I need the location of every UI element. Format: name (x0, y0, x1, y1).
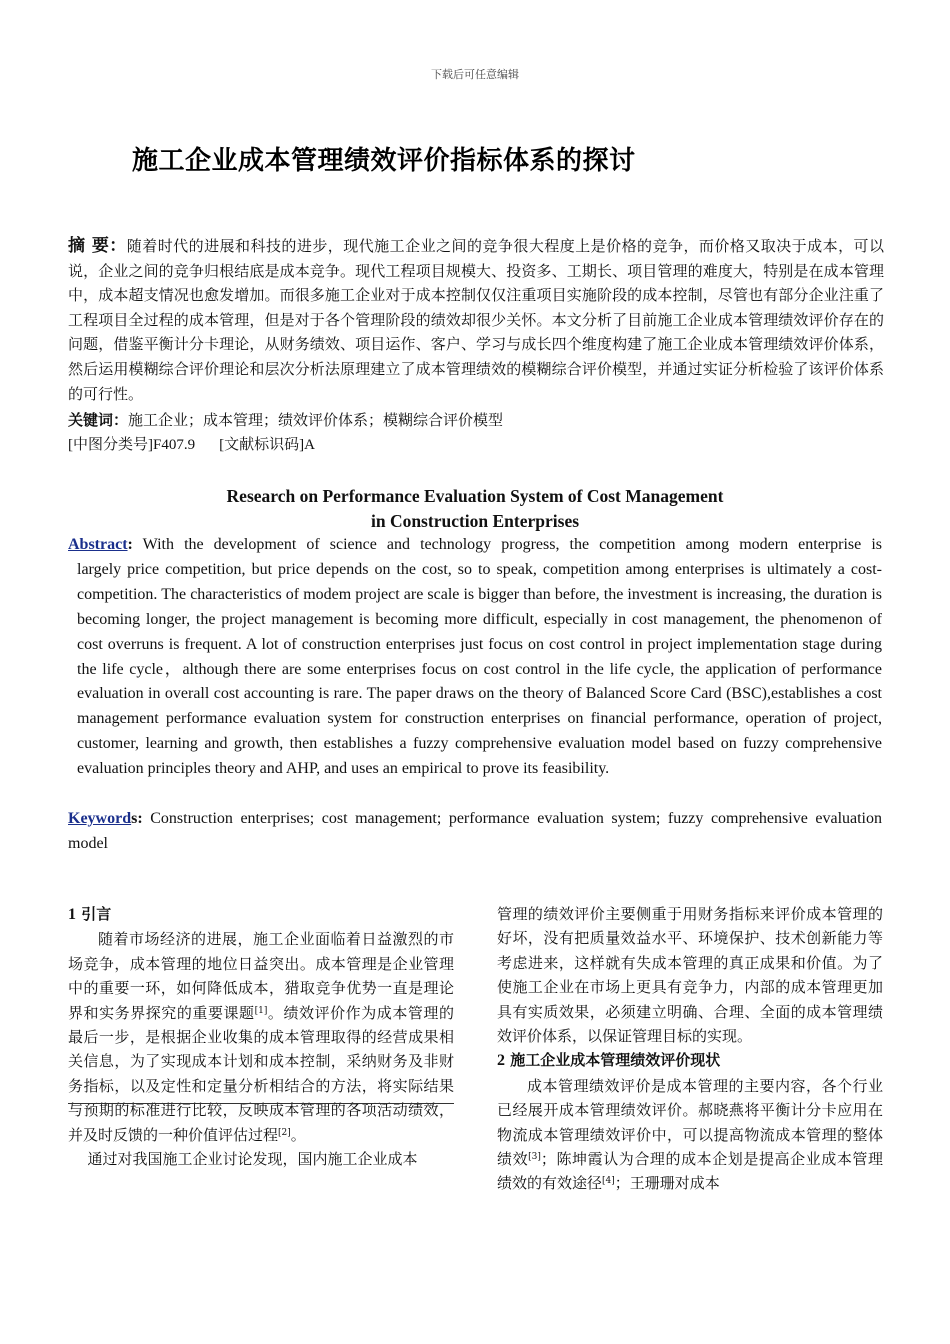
clc-number: [中图分类号]F407.9 (68, 437, 196, 453)
section-1-title: 引言 (76, 905, 112, 923)
chinese-keywords-text: 施工企业；成本管理；绩效评价体系；模糊综合评价模型 (128, 411, 504, 429)
paragraph-text: 成本管理绩效评价是成本管理的主要内容，各个行业已经展开成本管理绩效评价。郝晓燕将平衡计分卡应用在物流成本管理绩效评价中，可以提高物流成本管理的整体绩效 (497, 1076, 883, 1169)
keywords-link[interactable]: Keyword (68, 810, 132, 827)
english-abstract-first-line: With the development of science and technology progress, the competition among modern enterprise is (132, 536, 882, 553)
chinese-keywords (68, 408, 503, 432)
page-header-note: 下载后可任意编辑 (431, 68, 519, 81)
citation-4[interactable]: [4] (602, 1176, 615, 1187)
english-abstract-body: largely price competition, but price depends on the cost, so to speak, competition among enterprises is ultimately a cost-competition. The characteristics of modem project are scale is bigger than before, the investment is increasing, the duration is becoming longer, the project management is becoming more difficult, especially in cost management, the phenomenon of cost overruns is frequent. A lot of construction enterprises just focus on cost control in project implementation stage during the life cycle，although there are some enterprises focus on cost control in the life cycle, the application of performance evaluation in overall cost accounting is rare. The paper draws on the theory of Balanced Score Card (BSC),establishes a cost management performance evaluation system for construction enterprises on financial performance, operation of project, customer, learning and growth, then establishes a fuzzy comprehensive evaluation model based on fuzzy comprehensive evaluation principles theory and AHP, and uses an empirical to prove its feasibility. (77, 560, 882, 778)
abstract-colon: : (127, 536, 133, 553)
chinese-abstract (68, 234, 884, 406)
paragraph-text: 。绩效评价作为成本管理的最后一步，是根据企业收集的成本管理取得的经营成果相关信息，为了实现成本计划和成本控制，采纳财务及非财务指标，以及定性和定量分析相结合的方法，将实际结果与预期的标准进行比较，反映成本管理的各项活动绩效，并及时反馈的一种价值评估过程 (68, 1003, 454, 1144)
english-abstract (68, 533, 882, 782)
paragraph-text: ；王珊珊对成本 (614, 1174, 720, 1193)
english-keywords-text: Construction enterprises; cost management; performance evaluation system; fuzzy comprehensive evaluation model (68, 810, 882, 852)
classification-line (68, 433, 315, 457)
citation-2[interactable]: [2] (278, 1127, 291, 1138)
section-1-heading (68, 902, 454, 927)
section-2-title: 施工企业成本管理绩效评价现状 (505, 1051, 721, 1070)
section-1-number: 1 (68, 906, 76, 923)
section-2-paragraph-1 (497, 1074, 883, 1196)
paragraph-text: ；陈坤霞认为合理的成本企划是提高企业成本管理绩效的有效途径 (497, 1150, 883, 1193)
citation-3[interactable]: [3] (528, 1152, 541, 1163)
chinese-abstract-label: 摘 要： (68, 236, 127, 256)
paper-title: 施工企业成本管理绩效评价指标体系的探讨 (132, 146, 636, 176)
citation-1[interactable]: [1] (254, 1005, 268, 1016)
english-keywords (68, 807, 882, 857)
document-code: [文献标识码]A (219, 437, 315, 453)
english-title-line-2: in Construction Enterprises (370, 511, 580, 531)
section-1-paragraph-1 (68, 927, 454, 1147)
section-1-paragraph-2-continued: 管理的绩效评价主要侧重于用财务指标来评价成本管理的好坏，没有把质量效益水平、环境保护、技术创新能力等考虑进来，这样就有失成本管理的真正成果和价值。为了使施工企业在市场上更具有竞争力，内部的成本管理更加具有实质效果，必须建立明确、合理、全面的成本管理绩效评价体系，以保证管理目标的实现。 (497, 905, 883, 1046)
section-2-heading (497, 1048, 883, 1073)
abstract-link[interactable]: Abstract (68, 536, 128, 553)
paragraph-text: 。 (290, 1125, 306, 1144)
english-title (0, 484, 950, 534)
chinese-abstract-text: 随着时代的进展和科技的进步，现代施工企业之间的竞争很大程度上是价格的竞争，而价格又取决于成本，可以说，企业之间的竞争归根结底是成本竞争。现代工程项目规模大、投资多、工期长、项目管理的难度大，特别是在成本管理中，成本超支情况也愈发增加。而很多施工企业对于成本控制仅仅注重项目实施阶段的成本控制，尽管也有部分企业注重了工程项目全过程的成本管理，但是对于各个管理阶段的绩效却很少关怀。本文分析了目前施工企业成本管理绩效评价存在的问题，借鉴平衡计分卡理论，从财务绩效、项目运作、客户、学习与成长四个维度构建了施工企业成本管理绩效评价体系，然后运用模糊综合评价理论和层次分析法原理建立了成本管理绩效的模糊综合评价模型，并通过实证分析检验了该评价体系的可行性。 (68, 237, 884, 403)
horizontal-rule (68, 1103, 454, 1104)
section-2-number: 2 (497, 1052, 505, 1070)
paragraph-text: 随着市场经济的进展，施工企业面临着日益激烈的市场竞争，成本管理的地位日益突出。成本管理是企业管理中的重要一环，如何降低成本，猎取竞争优势一直是理论界和实务界探究的重要课题 (68, 930, 454, 1022)
english-title-line-1: Research on Performance Evaluation System of Cost Management (226, 486, 724, 506)
chinese-keywords-label: 关键词： (68, 411, 129, 429)
right-column (497, 902, 883, 1196)
left-column (68, 902, 454, 1171)
section-1-paragraph-2: 通过对我国施工企业讨论发现，国内施工企业成本 (87, 1150, 418, 1169)
keywords-suffix: s: (131, 810, 143, 827)
